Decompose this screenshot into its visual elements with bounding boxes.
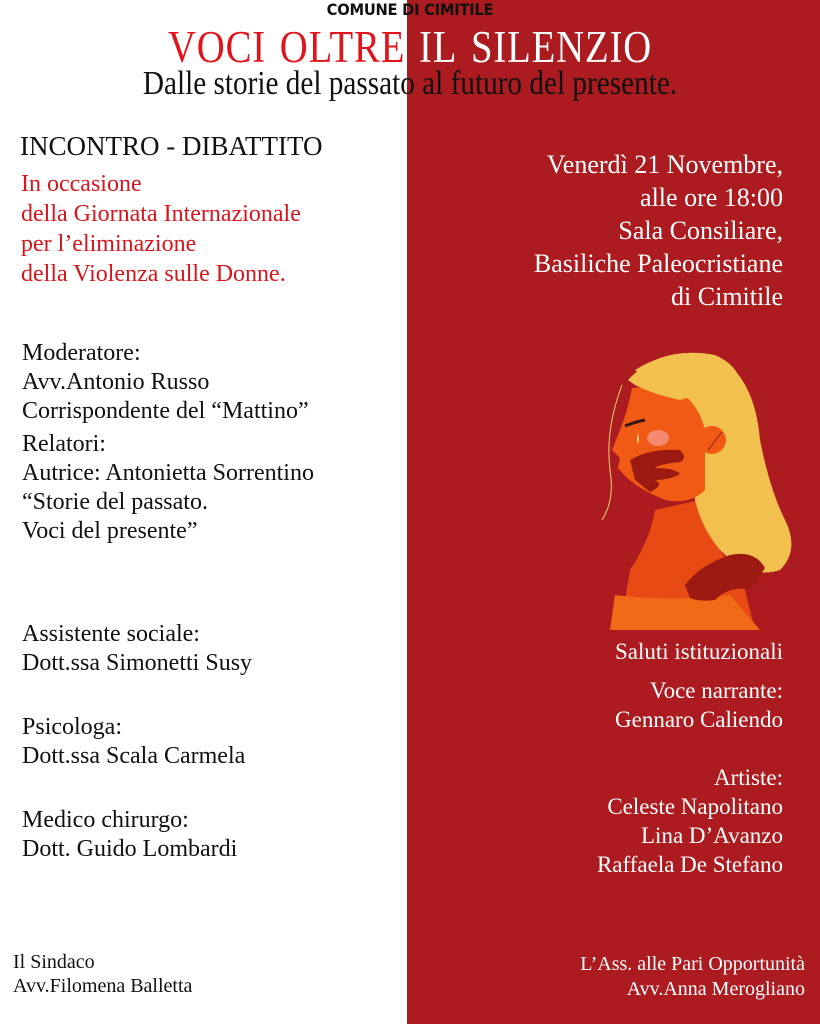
event-date: Venerdì 21 Novembre, (546, 150, 783, 179)
occasion-text (21, 169, 301, 289)
role-label: Medico chirurgo: (22, 807, 189, 833)
title-word: VOCI (167, 22, 267, 72)
artists-section (597, 763, 783, 879)
person-line: Dott.ssa Scala Carmela (22, 743, 246, 769)
person-line: Autrice: Antonietta Sorrentino (22, 460, 314, 486)
event-details (534, 148, 783, 313)
event-venue: di Cimitile (671, 282, 783, 311)
moderator-section (22, 339, 309, 426)
municipality-label: COMUNE DI CIMITILE (326, 0, 494, 19)
event-venue: Sala Consiliare, (618, 216, 783, 245)
person-line: Dott. Guido Lombardi (22, 836, 238, 862)
person-line: Voci del presente” (22, 518, 198, 544)
event-type: INCONTRO - DIBATTITO (20, 131, 323, 161)
narrator-section (615, 676, 783, 734)
person-line: Celeste Napolitano (607, 794, 783, 819)
person-line: Corrispondente del “Mattino” (22, 398, 309, 424)
occasion-line: della Violenza sulle Donne. (21, 261, 286, 287)
person-line: Raffaela De Stefano (596, 852, 783, 877)
title-word: SILENZIO (471, 22, 653, 72)
title-word: OLTRE (279, 22, 406, 72)
person-line: Avv.Antonio Russo (22, 369, 210, 395)
councillor-signature (580, 952, 805, 1002)
poster-subtitle: Dalle storie del passato al futuro del presente. (142, 65, 678, 102)
surgeon-section (22, 806, 237, 864)
signature-title: L’Ass. alle Pari Opportunità (580, 953, 805, 975)
role-label: Assistente sociale: (22, 621, 200, 647)
role-label: Relatori: (22, 431, 106, 457)
signature-name: Avv.Anna Merogliano (626, 978, 805, 1000)
signature-name: Avv.Filomena Balletta (13, 975, 193, 997)
speakers-section (22, 430, 314, 546)
event-time: alle ore 18:00 (640, 183, 783, 212)
person-line: Gennaro Caliendo (615, 707, 783, 732)
social-worker-section (22, 620, 252, 678)
person-line: “Storie del passato. (22, 489, 208, 515)
occasion-line: In occasione (21, 171, 142, 197)
occasion-line: della Giornata Internazionale (21, 201, 301, 227)
role-label: Moderatore: (22, 340, 141, 366)
person-line: Lina D’Avanzo (641, 823, 783, 848)
role-label: Voce narrante: (649, 678, 783, 703)
role-label: Artiste: (714, 765, 783, 790)
occasion-line: per l’eliminazione (21, 231, 197, 257)
person-line: Dott.ssa Simonetti Susy (22, 650, 253, 676)
event-venue: Basiliche Paleocristiane (533, 249, 783, 278)
signature-title: Il Sindaco (13, 951, 95, 973)
role-label: Psicologa: (22, 714, 122, 740)
woman-illustration (580, 340, 810, 630)
title-word: IL (418, 22, 458, 72)
psychologist-section (22, 713, 245, 771)
mayor-signature (13, 950, 192, 998)
greetings-text: Saluti istituzionali (614, 639, 783, 664)
